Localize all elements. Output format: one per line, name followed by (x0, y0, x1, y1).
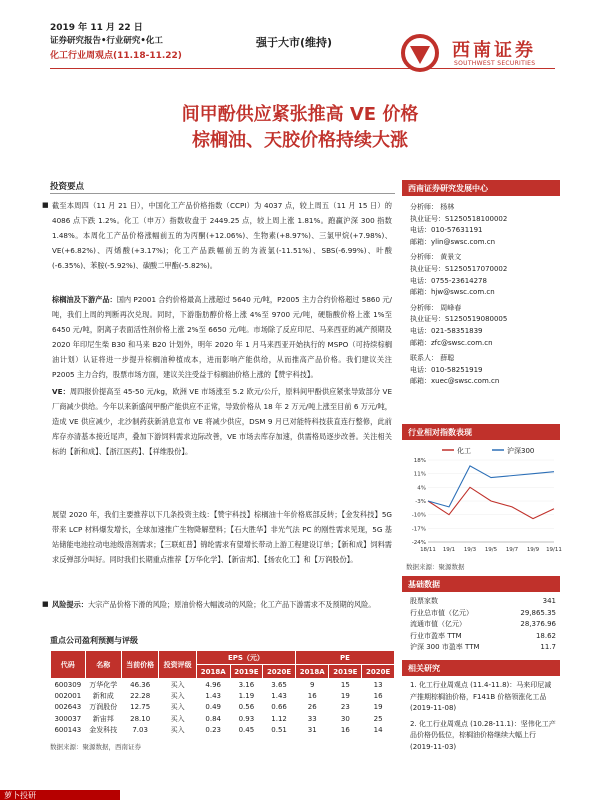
table-cell: 1.43 (205, 691, 222, 700)
table-cell: 3.65 (271, 680, 287, 689)
table-cell: 新和成 (92, 691, 114, 700)
table-cell: 0.23 (205, 726, 222, 735)
x-tick-label: 19/11 (546, 547, 562, 553)
table-cell: 28.10 (130, 714, 151, 723)
col-eps: EPS（元） (196, 651, 295, 665)
analyst-entry: 分析师： 杨林 执业证号：S1250518100002 电话：010-57631191 邮箱：ylin@swsc.com.cn (410, 203, 508, 246)
index-chart (402, 442, 560, 562)
x-tick-label: 19/1 (442, 547, 456, 553)
earnings-forecast-table (50, 650, 395, 736)
basic-row: 行业市盈率 TTM 18.62 (410, 631, 556, 640)
y-tick-label: 4% (417, 485, 426, 492)
legend-label: 沪深300 (507, 447, 535, 455)
analyst-entry: 联系人： 薛聪 电话：010-58251919 邮箱：xuec@swsc.com.cn (410, 354, 500, 386)
col-year: 2020E (362, 665, 395, 679)
x-tick-label: 19/3 (463, 547, 477, 553)
related-item[interactable]: 2. 化工行业周观点 (10.28-11.1)：坚伟化工产品价格仍低位，棕榈油价格继续大幅上行 (2019-11-03) (410, 719, 556, 751)
table-cell: 1.12 (271, 714, 287, 723)
table-cell: 30 (340, 714, 350, 723)
table-cell: 300037 (54, 714, 82, 723)
table-cell: 15 (340, 680, 350, 689)
analyst-panel (402, 180, 560, 388)
table-row (51, 725, 395, 737)
table-cell: 25 (373, 714, 383, 723)
company-logo (400, 34, 560, 72)
table-cell: 002643 (54, 703, 82, 712)
industry-rating: 强于大市(维持) (256, 36, 333, 49)
table-cell: 23 (340, 703, 350, 712)
table-cell: 22.28 (130, 691, 151, 700)
table-cell: 0.84 (205, 714, 222, 723)
x-tick-label: 19/7 (505, 547, 519, 553)
y-tick-label: 11% (413, 471, 426, 478)
table-cell: 19 (340, 691, 350, 700)
report-title-line1: 间甲酚供应紧张推高 VE 价格 (181, 104, 419, 125)
table-cell: 16 (373, 691, 383, 700)
col-year: 2019E (230, 665, 263, 679)
logo-english: SOUTHWEST SECURITIES (454, 60, 536, 67)
col-pe: PE (295, 651, 394, 665)
table-cell: 002001 (54, 691, 82, 700)
risk-paragraph: ■ 风险提示：大宗产品价格下滑的风险；原油价格大幅波动的风险；化工产品下游需求不及预期的风险。 (52, 597, 392, 612)
table-cell: 33 (307, 714, 317, 723)
summary-divider (50, 193, 395, 194)
basic-row: 流通市值（亿元） 28,376.96 (410, 620, 556, 629)
table-cell: 16 (307, 691, 317, 700)
table-cell: 0.93 (238, 714, 255, 723)
table-row (51, 679, 395, 691)
report-weekly: 化工行业周观点(11.18-11.22) (50, 51, 182, 61)
col-name: 名称 (85, 651, 121, 679)
table-cell: 31 (307, 726, 317, 735)
table-cell: 万润股份 (89, 703, 118, 712)
summary-paragraph-3: VE：周四报价提高至 45-50 元/kg，欧洲 VE 市场涨至 5.2 欧元/公斤，原料间甲酚供应紧张导致部分 VE 厂商减少供给。今年以来新盛间甲酚产能供应不正常，导致价格从 18 年 2 万元/吨上涨至目前 6 万元/吨，造成 VE 供应减少，北沙制药获新消息宣布 VE 将减少供应，DSM 9 月已对能特科技获直连行整修，此前库存亦清基本接近尾声，叠加下游饲料需求边际改善，VE 市场去库存加速，供需格局逐步改善。关注相关标的【新和成】、【浙江医药】、【祥维股份】。 (52, 387, 392, 456)
table-row (51, 690, 395, 702)
table-title: 重点公司盈利预测与评级 (50, 636, 138, 645)
related-item[interactable]: 1. 化工行业周观点 (11.4-11.8)：马来印尼减产推期棕榈油价格，F141B 价格领涨化工品 (2019-11-08) (410, 681, 552, 713)
footer-badge: 萝卜投研 (0, 790, 120, 800)
y-tick-label: -24% (411, 540, 426, 546)
y-tick-label: -10% (411, 512, 426, 519)
analyst-heading: 西南证券研究发展中心 (402, 180, 560, 196)
table-cell: 46.36 (130, 680, 151, 689)
index-chart-heading: 行业相对指数表现 (402, 424, 560, 440)
table-cell: 0.49 (205, 703, 222, 712)
col-year: 2020E (263, 665, 296, 679)
table-cell: 9 (309, 680, 315, 689)
analyst-name: 薛聪 (440, 354, 455, 363)
table-cell: 19 (373, 703, 383, 712)
table-cell: 13 (373, 680, 383, 689)
x-tick-label: 19/9 (526, 547, 540, 553)
logo-mark-icon (400, 34, 444, 72)
index-chart-source: 数据来源：聚源数据 (406, 563, 465, 571)
related-research-heading: 相关研究 (402, 660, 560, 676)
x-tick-label: 19/5 (484, 547, 498, 553)
table-cell: 0.66 (271, 703, 287, 712)
table-cell: 买入 (170, 703, 185, 712)
col-year: 2018A (295, 665, 329, 679)
summary-paragraph-2: 棕榈油及下游产品：国内 P2001 合约价格最高上涨超过 5640 元/吨，P2005 主力合约价格超过 5860 元/吨，我们上周的判断再次兑现。同时，下游脂肪醇价格上涨 4%至 9700 元/吨，硬脂酸价格上涨 1%至 6450 元/吨，阴离子表面活性剂价格上涨 2%至 6650 元/吨。市场除了反应印尼、马来西亚的减产预期及 2020 年印尼生柴 B30 和马来 B20 计划外，明年 2020 年 1 月马来西亚开始执行的 MSPO（可持续棕榈油计划）认证将进一步提升棕榈油种植成本，进而影响产能供给，从而推高产品价格。我们建议关注 P2005 主力合约，股票市场方面，建议关注受益于棕榈油价格上涨的【赞宇科技】。 (52, 295, 392, 379)
bullet-icon: ■ (42, 201, 49, 209)
index-chart-panel (402, 424, 560, 571)
table-cell: 0.51 (271, 726, 287, 735)
table-cell: 1.43 (271, 691, 287, 700)
analyst-name: 黄景文 (440, 253, 462, 262)
report-title-line2: 棕榈油、天胶价格持续大涨 (192, 130, 408, 151)
basic-data-list (402, 596, 560, 654)
table-cell: 买入 (170, 714, 185, 723)
related-research-panel (402, 660, 560, 754)
table-cell: 1.19 (238, 691, 255, 700)
summary-heading: 投资要点 (50, 182, 85, 192)
col-price: 当前价格 (121, 651, 159, 679)
basic-row: 沪深 300 市盈率 TTM 11.7 (410, 643, 556, 652)
table-cell: 买入 (170, 726, 185, 735)
table-row (51, 713, 395, 725)
basic-row: 股票家数 341 (410, 597, 556, 605)
related-list (402, 680, 560, 754)
table-cell: 金发科技 (89, 726, 118, 735)
y-tick-label: -3% (415, 499, 426, 505)
table-cell: 0.45 (238, 726, 255, 735)
table-cell: 26 (307, 703, 317, 712)
y-tick-label: -17% (411, 526, 426, 533)
col-year: 2019E (329, 665, 362, 679)
table-cell: 12.75 (130, 703, 151, 712)
summary-paragraph-1: ■ 截至本周四（11 月 21 日），中国化工产品价格指数（CCPI）为 4037 点，较上周五（11 月 15 日）的 4086 点下跌 1.2%。化工（申万）指数收盘于 2449.25 点，较上周上涨 1.81%。跑赢沪深 300 指数 1.48%。本周化工产品价格涨幅前五的为丙酮(+12.06%)、生物素(+8.97%)、三氯甲烷(+7.98%)、VE(+6.82%)、丙烯酸(+3.17%)；化工产品跌幅前五的为液氯(-11.51%)、SBS(-6.99%)、叶酸(-6.35%)、苯胺(-5.92%)、碳酸二甲酯(-5.82%)。 (52, 198, 392, 273)
y-tick-label: 18% (413, 458, 426, 464)
analyst-list (402, 202, 560, 388)
table-cell: 万华化学 (89, 680, 118, 689)
table-row (51, 702, 395, 714)
logo-name: 西南证券 (452, 40, 536, 61)
table-cell: 买入 (170, 691, 185, 700)
table-cell: 3.16 (238, 680, 255, 689)
analyst-entry: 分析师： 黄景文 执业证号：S1250517070002 电话：0755-23614278 邮箱：hjw@swsc.com.cn (410, 253, 508, 297)
table-cell: 买入 (170, 680, 185, 689)
table-cell: 600143 (54, 726, 82, 735)
table-cell: 14 (373, 726, 383, 735)
analyst-entry: 分析师： 周峰春 执业证号：S1250519080005 电话：021-58351839 邮箱：zfc@swsc.com.cn (410, 303, 508, 347)
header-divider (50, 68, 555, 69)
table-cell: 新宙邦 (92, 714, 114, 723)
table-source: 数据来源：聚源数据，西南证券 (50, 743, 141, 751)
table-cell: 16 (340, 726, 350, 735)
basic-data-panel (402, 576, 560, 654)
report-date: 2019 年 11 月 22 日 (50, 23, 143, 33)
analyst-name: 周峰春 (440, 303, 462, 312)
basic-data-heading: 基础数据 (402, 576, 560, 592)
col-code: 代码 (51, 651, 86, 679)
col-year: 2018A (196, 665, 230, 679)
report-category: 证券研究报告•行业研究•化工 (50, 36, 163, 46)
basic-row: 行业总市值（亿元） 29,865.35 (410, 608, 556, 617)
series-line-chemical (428, 487, 554, 518)
table-cell: 600309 (54, 680, 82, 689)
table-cell: 7.03 (132, 726, 148, 735)
x-tick-label: 18/11 (420, 547, 436, 553)
table-cell: 0.56 (238, 703, 255, 712)
summary-paragraph-4: 展望 2020 年，我们主要推荐以下几条投资主线：【赞宇科技】棕榈油十年价格底部反转；【金发科技】5G 带来 LCP 材料爆发增长，全球加速推广生物降解塑料；【石大胜华】非光气法 PC 的刚性需求见现，5G 基站储能电池拉动电池级溶剂需求；【三联虹普】锦纶需求有望增长带动上游工程建设订单；【新和成】饲料需求反弹部分叫好。同时我们长期重点推荐【万华化学】、【新宙邦】、【扬农化工】和【万润股份】。 (52, 510, 392, 564)
legend-label: 化工 (457, 447, 471, 455)
table-cell: 4.96 (205, 680, 222, 689)
bullet-icon: ■ (42, 600, 49, 608)
analyst-name: 杨林 (440, 203, 455, 211)
col-rating: 投资评级 (159, 651, 197, 679)
